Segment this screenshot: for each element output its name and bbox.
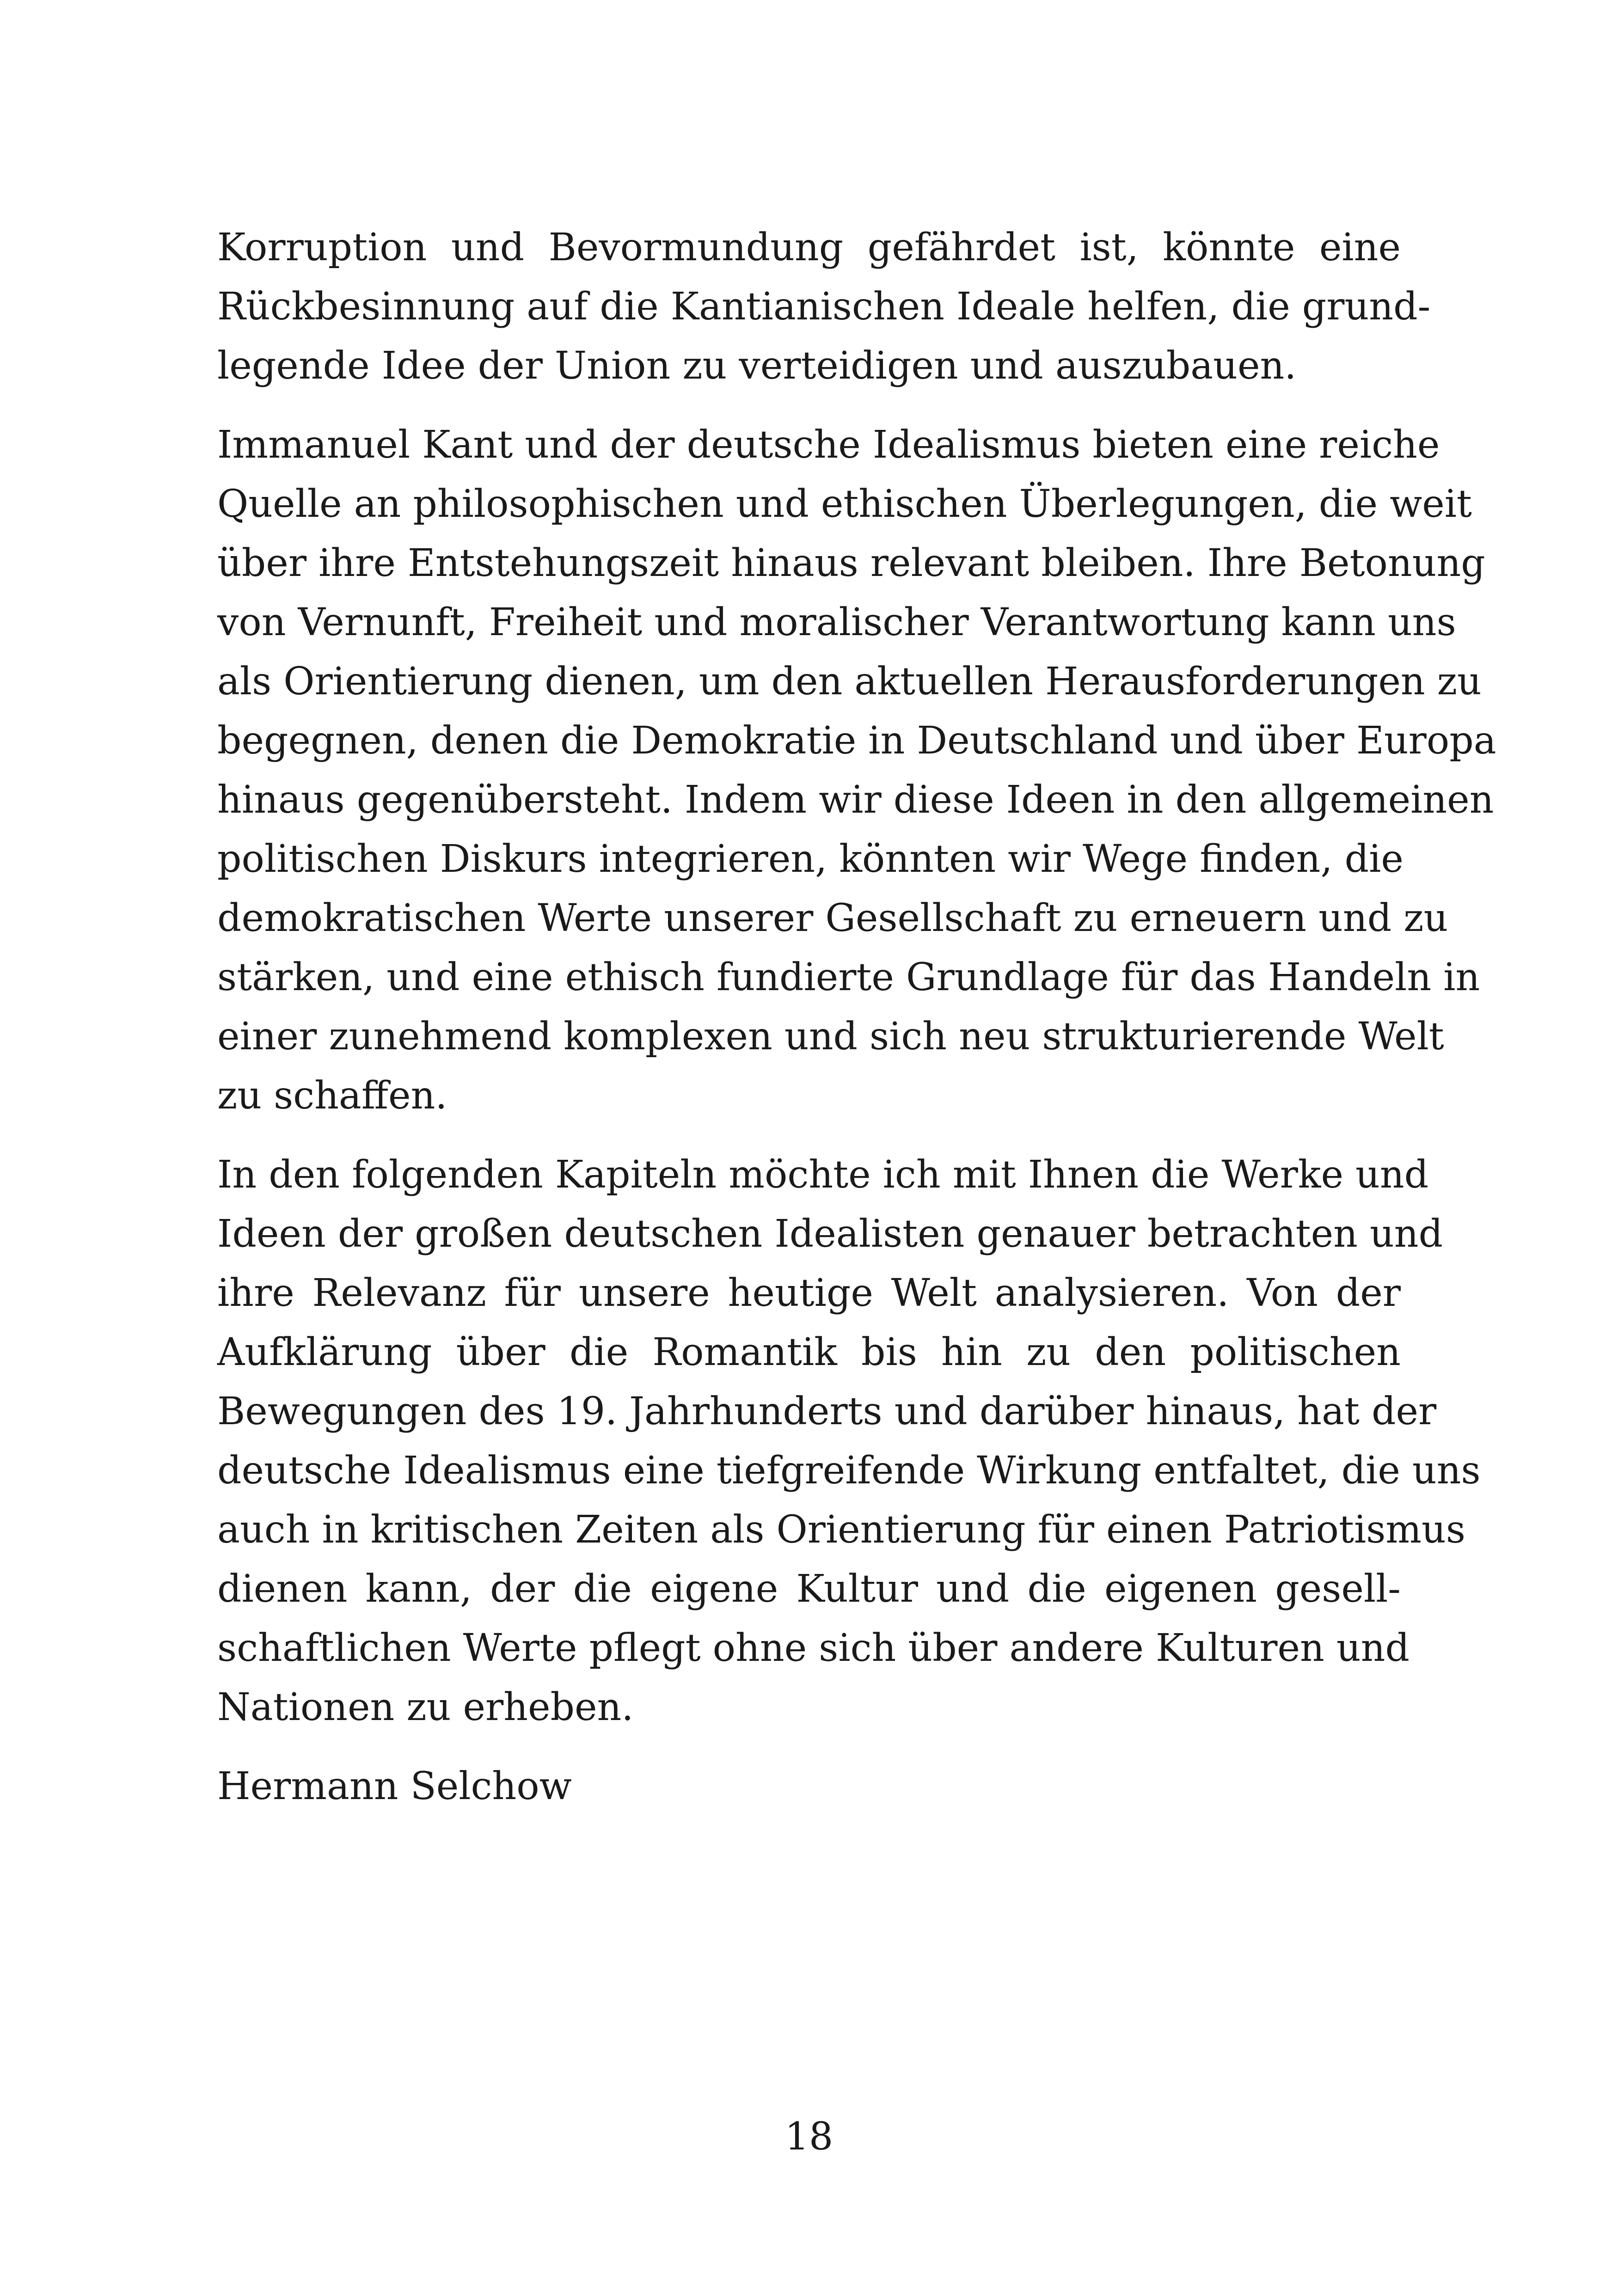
text-line: auch in kritischen Zeiten als Orientierung für einen Patriotismus — [217, 1508, 1465, 1552]
text-line: schaftlichen Werte pflegt ohne sich über andere Kulturen und — [217, 1626, 1410, 1670]
text-line: von Vernunft, Freiheit und moralischer Verantwortung kann uns — [217, 600, 1456, 644]
text-line: Nationen zu erheben. — [217, 1685, 634, 1729]
text-line: als Orientierung dienen, um den aktuellen Herausforderungen zu — [217, 660, 1482, 704]
text-line: Quelle an philosophischen und ethischen Überlegungen, die weit — [217, 482, 1472, 526]
text-line: Korruption und Bevormundung gefährdet ist, könnte eine — [217, 226, 1401, 269]
text-line: Bewegungen des 19. Jahrhunderts und darüber hinaus, hat der — [217, 1390, 1437, 1433]
paragraph — [217, 1145, 1481, 1737]
text-line: Aufklärung über die Romantik bis hin zu den politischen — [217, 1330, 1401, 1374]
body-text — [217, 218, 1496, 1816]
text-line: In den folgenden Kapiteln möchte ich mit Ihnen die Werke und — [217, 1153, 1429, 1197]
text-line: legende Idee der Union zu verteidigen und auszubauen. — [217, 344, 1297, 388]
text-line: ihre Relevanz für unsere heutige Welt analysieren. Von der — [217, 1271, 1401, 1315]
text-line: begegnen, denen die Demokratie in Deutschland und über Europa — [217, 719, 1496, 763]
text-line: Immanuel Kant und der deutsche Idealismus bieten eine reiche — [217, 423, 1440, 467]
text-line: über ihre Entstehungszeit hinaus relevant bleiben. Ihre Betonung — [217, 541, 1485, 585]
page-number: 18 — [784, 2115, 834, 2159]
text-line: hinaus gegenübersteht. Indem wir diese Ideen in den allgemeinen — [217, 778, 1494, 822]
text-line: dienen kann, der die eigene Kultur und die eigenen gesell- — [217, 1567, 1401, 1611]
paragraph — [217, 218, 1431, 396]
text-line: demokratischen Werte unserer Gesellschaft zu erneuern und zu — [217, 896, 1448, 940]
text-line: stärken, und eine ethisch fundierte Grundlage für das Handeln in — [217, 955, 1480, 999]
text-line: einer zunehmend komplexen und sich neu strukturierende Welt — [217, 1015, 1444, 1059]
text-line: zu schaffen. — [217, 1074, 447, 1118]
text-line: Rückbesinnung auf die Kantianischen Ideale helfen, die grund- — [217, 285, 1431, 329]
author-signature: Hermann Selchow — [217, 1764, 572, 1808]
text-line: Ideen der großen deutschen Idealisten genauer betrachten und — [217, 1212, 1443, 1256]
text-line: deutsche Idealismus eine tiefgreifende Wirkung entfaltet, die uns — [217, 1449, 1481, 1493]
text-line: politischen Diskurs integrieren, könnten wir Wege finden, die — [217, 837, 1403, 881]
paragraph — [217, 416, 1496, 1126]
